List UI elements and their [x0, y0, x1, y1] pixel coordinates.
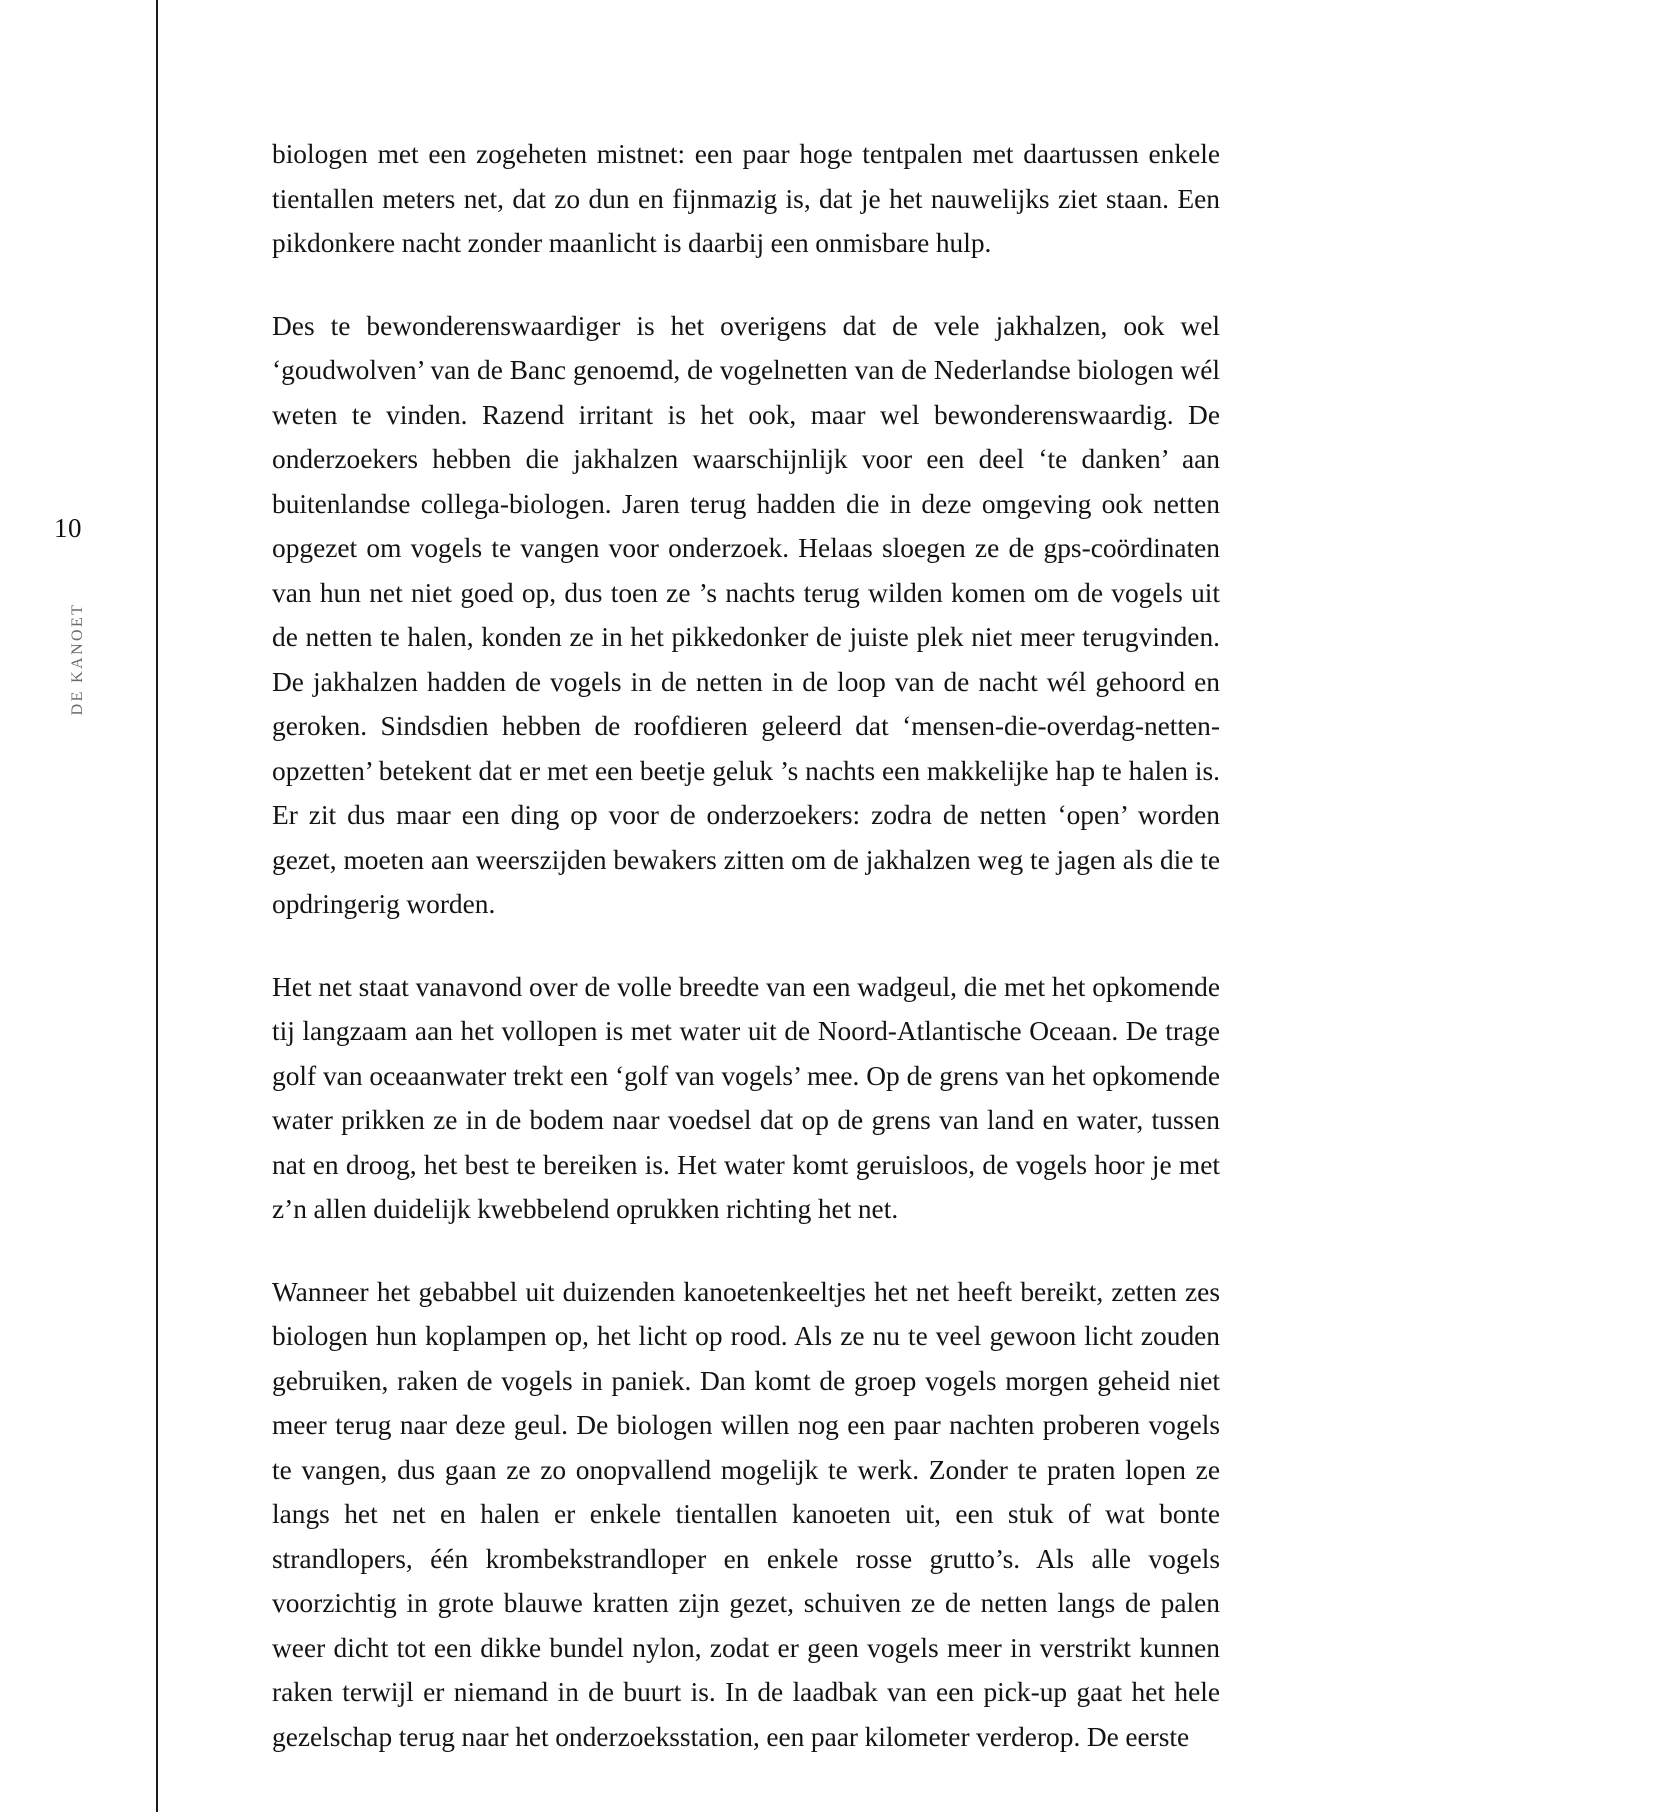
paragraph: Des te bewonderenswaardiger is het overigens dat de vele jakhalzen, ook wel ‘goudwolven’ van de Banc genoemd, de vogelnetten van de Nederlandse biologen wél weten te vinden. Razend irritant is het ook, maar wel bewonderenswaardig. De onderzoekers hebben die jakhalzen waarschijnlijk voor een deel ‘te danken’ aan buitenlandse collega-biologen. Jaren terug hadden die in deze omgeving ook netten opgezet om vogels te vangen voor onderzoek. Helaas sloegen ze de gps-coördinaten van hun net niet goed op, dus toen ze ’s nachts terug wilden komen om de vogels uit de netten te halen, konden ze in het pikkedonker de juiste plek niet meer terugvinden. De jakhalzen hadden de vogels in de netten in de loop van de nacht wél gehoord en geroken. Sindsdien hebben de roofdieren geleerd dat ‘mensen-die-overdag-netten-opzetten’ betekent dat er met een beetje geluk ’s nachts een makkelijke hap te halen is. Er zit dus maar een ding op voor de onderzoekers: zodra de netten ‘open’ worden gezet, moeten aan weerszijden bewakers zitten om de jakhalzen weg te jagen als die te opdringerig worden. — [272, 310, 1220, 919]
paragraph: biologen met een zogeheten mistnet: een paar hoge tentpalen met daartussen enkele tientallen meters net, dat zo dun en fijnmazig is, dat je het nauwelijks ziet staan. Een pikdonkere nacht zonder maanlicht is daarbij een onmisbare hulp. — [272, 139, 1220, 258]
paragraph: Wanneer het gebabbel uit duizenden kanoetenkeeltjes het net heeft bereikt, zetten zes biologen hun koplampen op, het licht op rood. Als ze nu te veel gewoon licht zouden gebruiken, raken de vogels in paniek. Dan komt de groep vogels morgen geheid niet meer terug naar deze geul. De biologen willen nog een paar nachten proberen vogels te vangen, dus gaan ze zo onopvallend mogelijk te werk. Zonder te praten lopen ze langs het net en halen er enkele tientallen kanoeten uit, een stuk of wat bonte strandlopers, één krombekstrandloper en enkele rosse grutto’s. Als alle vogels voorzichtig in grote blauwe kratten zijn gezet, schuiven ze de netten langs de palen weer dicht tot een dikke bundel nylon, zodat er geen vogels meer in verstrikt kunnen raken terwijl er niemand in de buurt is. In de laadbak van een pick-up gaat het hele gezelschap terug naar het onderzoeksstation, een paar kilometer verderop. De eerste — [272, 1276, 1220, 1752]
margin-vertical-rule — [156, 0, 158, 1812]
paragraph: Het net staat vanavond over de volle breedte van een wadgeul, die met het opkomende tij langzaam aan het vollopen is met water uit de Noord-Atlantische Oceaan. De trage golf van oceaanwater trekt een ‘golf van vogels’ mee. Op de grens van het opkomende water prikken ze in de bodem naar voedsel dat op de grens van land en water, tussen nat en droog, het best te bereiken is. Het water komt geruisloos, de vogels hoor je met z’n allen duidelijk kwebbelend oprukken richting het net. — [272, 971, 1220, 1224]
running-head: DE KANOET — [69, 602, 86, 716]
page-number: 10 — [54, 513, 82, 543]
body-text-block — [272, 132, 1220, 1759]
